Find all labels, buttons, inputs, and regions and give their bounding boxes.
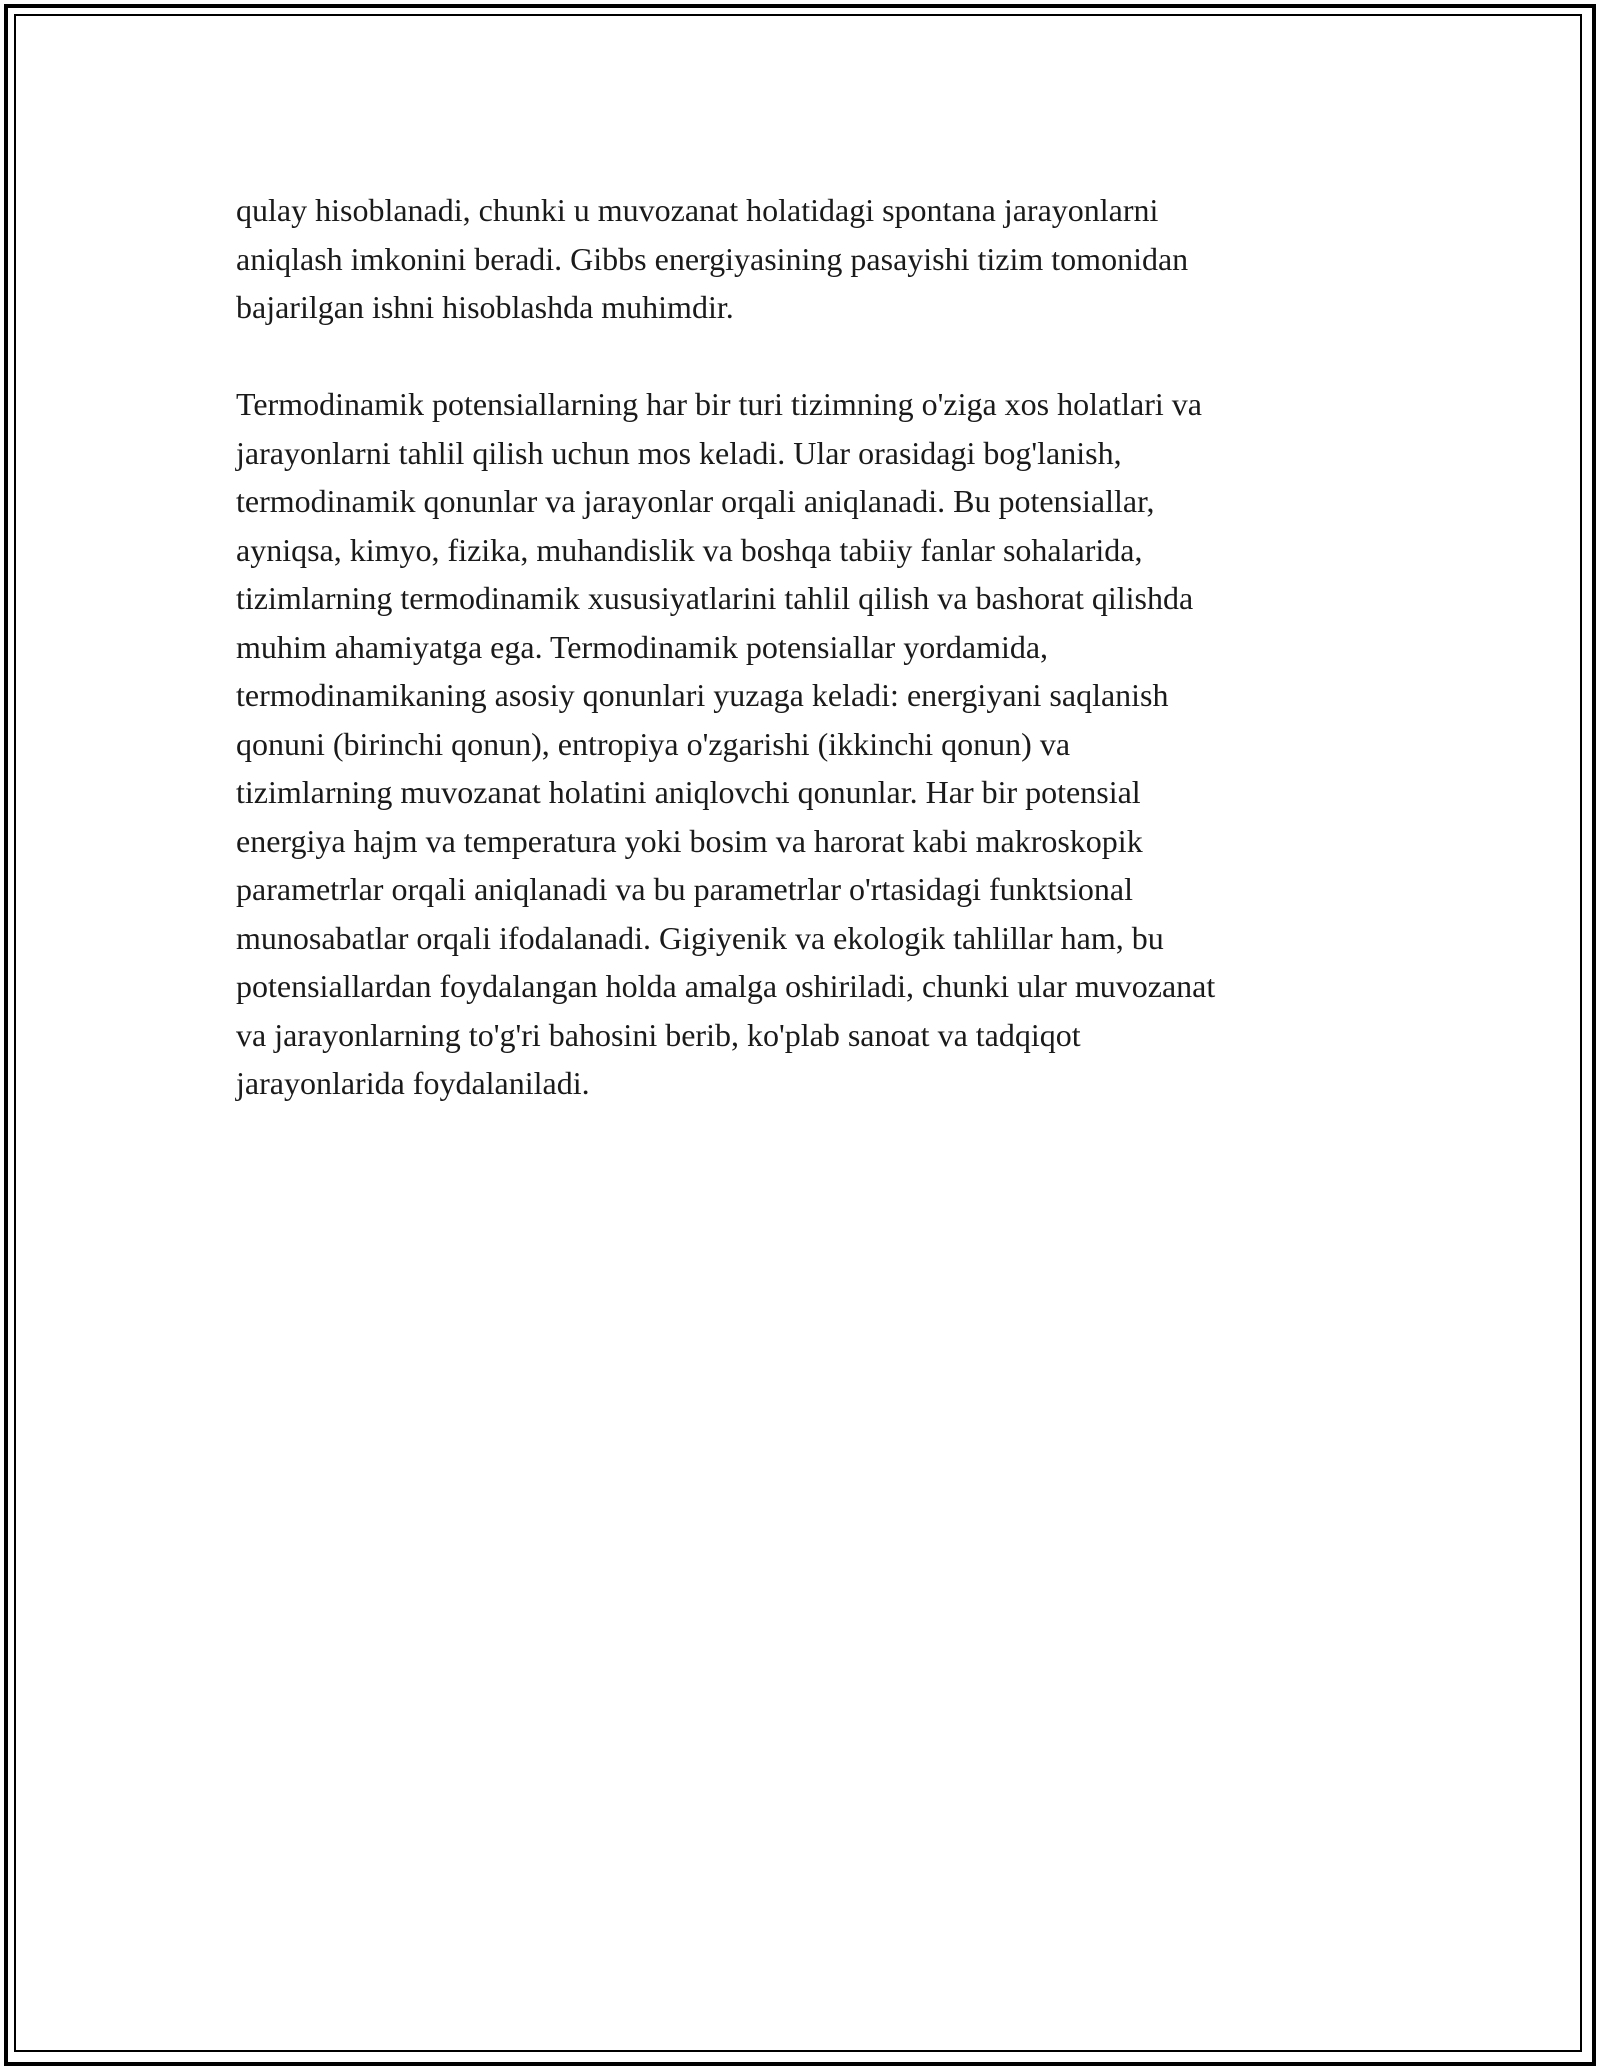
paragraph-1: qulay hisoblanadi, chunki u muvozanat holatidagi spontana jarayonlarni aniqlash imkonini beradi. Gibbs energiyasining pasayishi tizim tomonidan bajarilgan ishni hisoblashda muhimdir.: [236, 192, 1189, 325]
paragraph-2: Termodinamik potensiallarning har bir turi tizimning o'ziga xos holatlari va jarayonlarni tahlil qilish uchun mos keladi. Ular orasidagi bog'lanish, termodinamik qonunlar va jarayonlar orqali aniqlanadi. Bu potensiallar, ayniqsa, kimyo, fizika, muhandislik va boshqa tabiiy fanlar sohalarida, tizimlarning termodinamik xususiyatlarini tahlil qilish va bashorat qilishda muhim ahamiyatga ega. Termodinamik potensiallar yordamida, termodinamikaning asosiy qonunlari yuzaga keladi: energiyani saqlanish qonuni (birinchi qonun), entropiya o'zgarishi (ikkinchi qonun) va tizimlarning muvozanat holatini aniqlovchi qonunlar. Har bir potensial energiya hajm va temperatura yoki bosim va harorat kabi makroskopik parametrlar orqali aniqlanadi va bu parametrlar o'rtasidagi funktsional munosabatlar orqali ifodalanadi. Gigiyenik va ekologik tahlillar ham, bu potensiallardan foydalangan holda amalga oshiriladi, chunki ular muvozanat va jarayonlarning to'g'ri bahosini berib, ko'plab sanoat va tadqiqot jarayonlarida foydalaniladi.: [236, 386, 1216, 1101]
document-body: [236, 186, 1366, 1108]
